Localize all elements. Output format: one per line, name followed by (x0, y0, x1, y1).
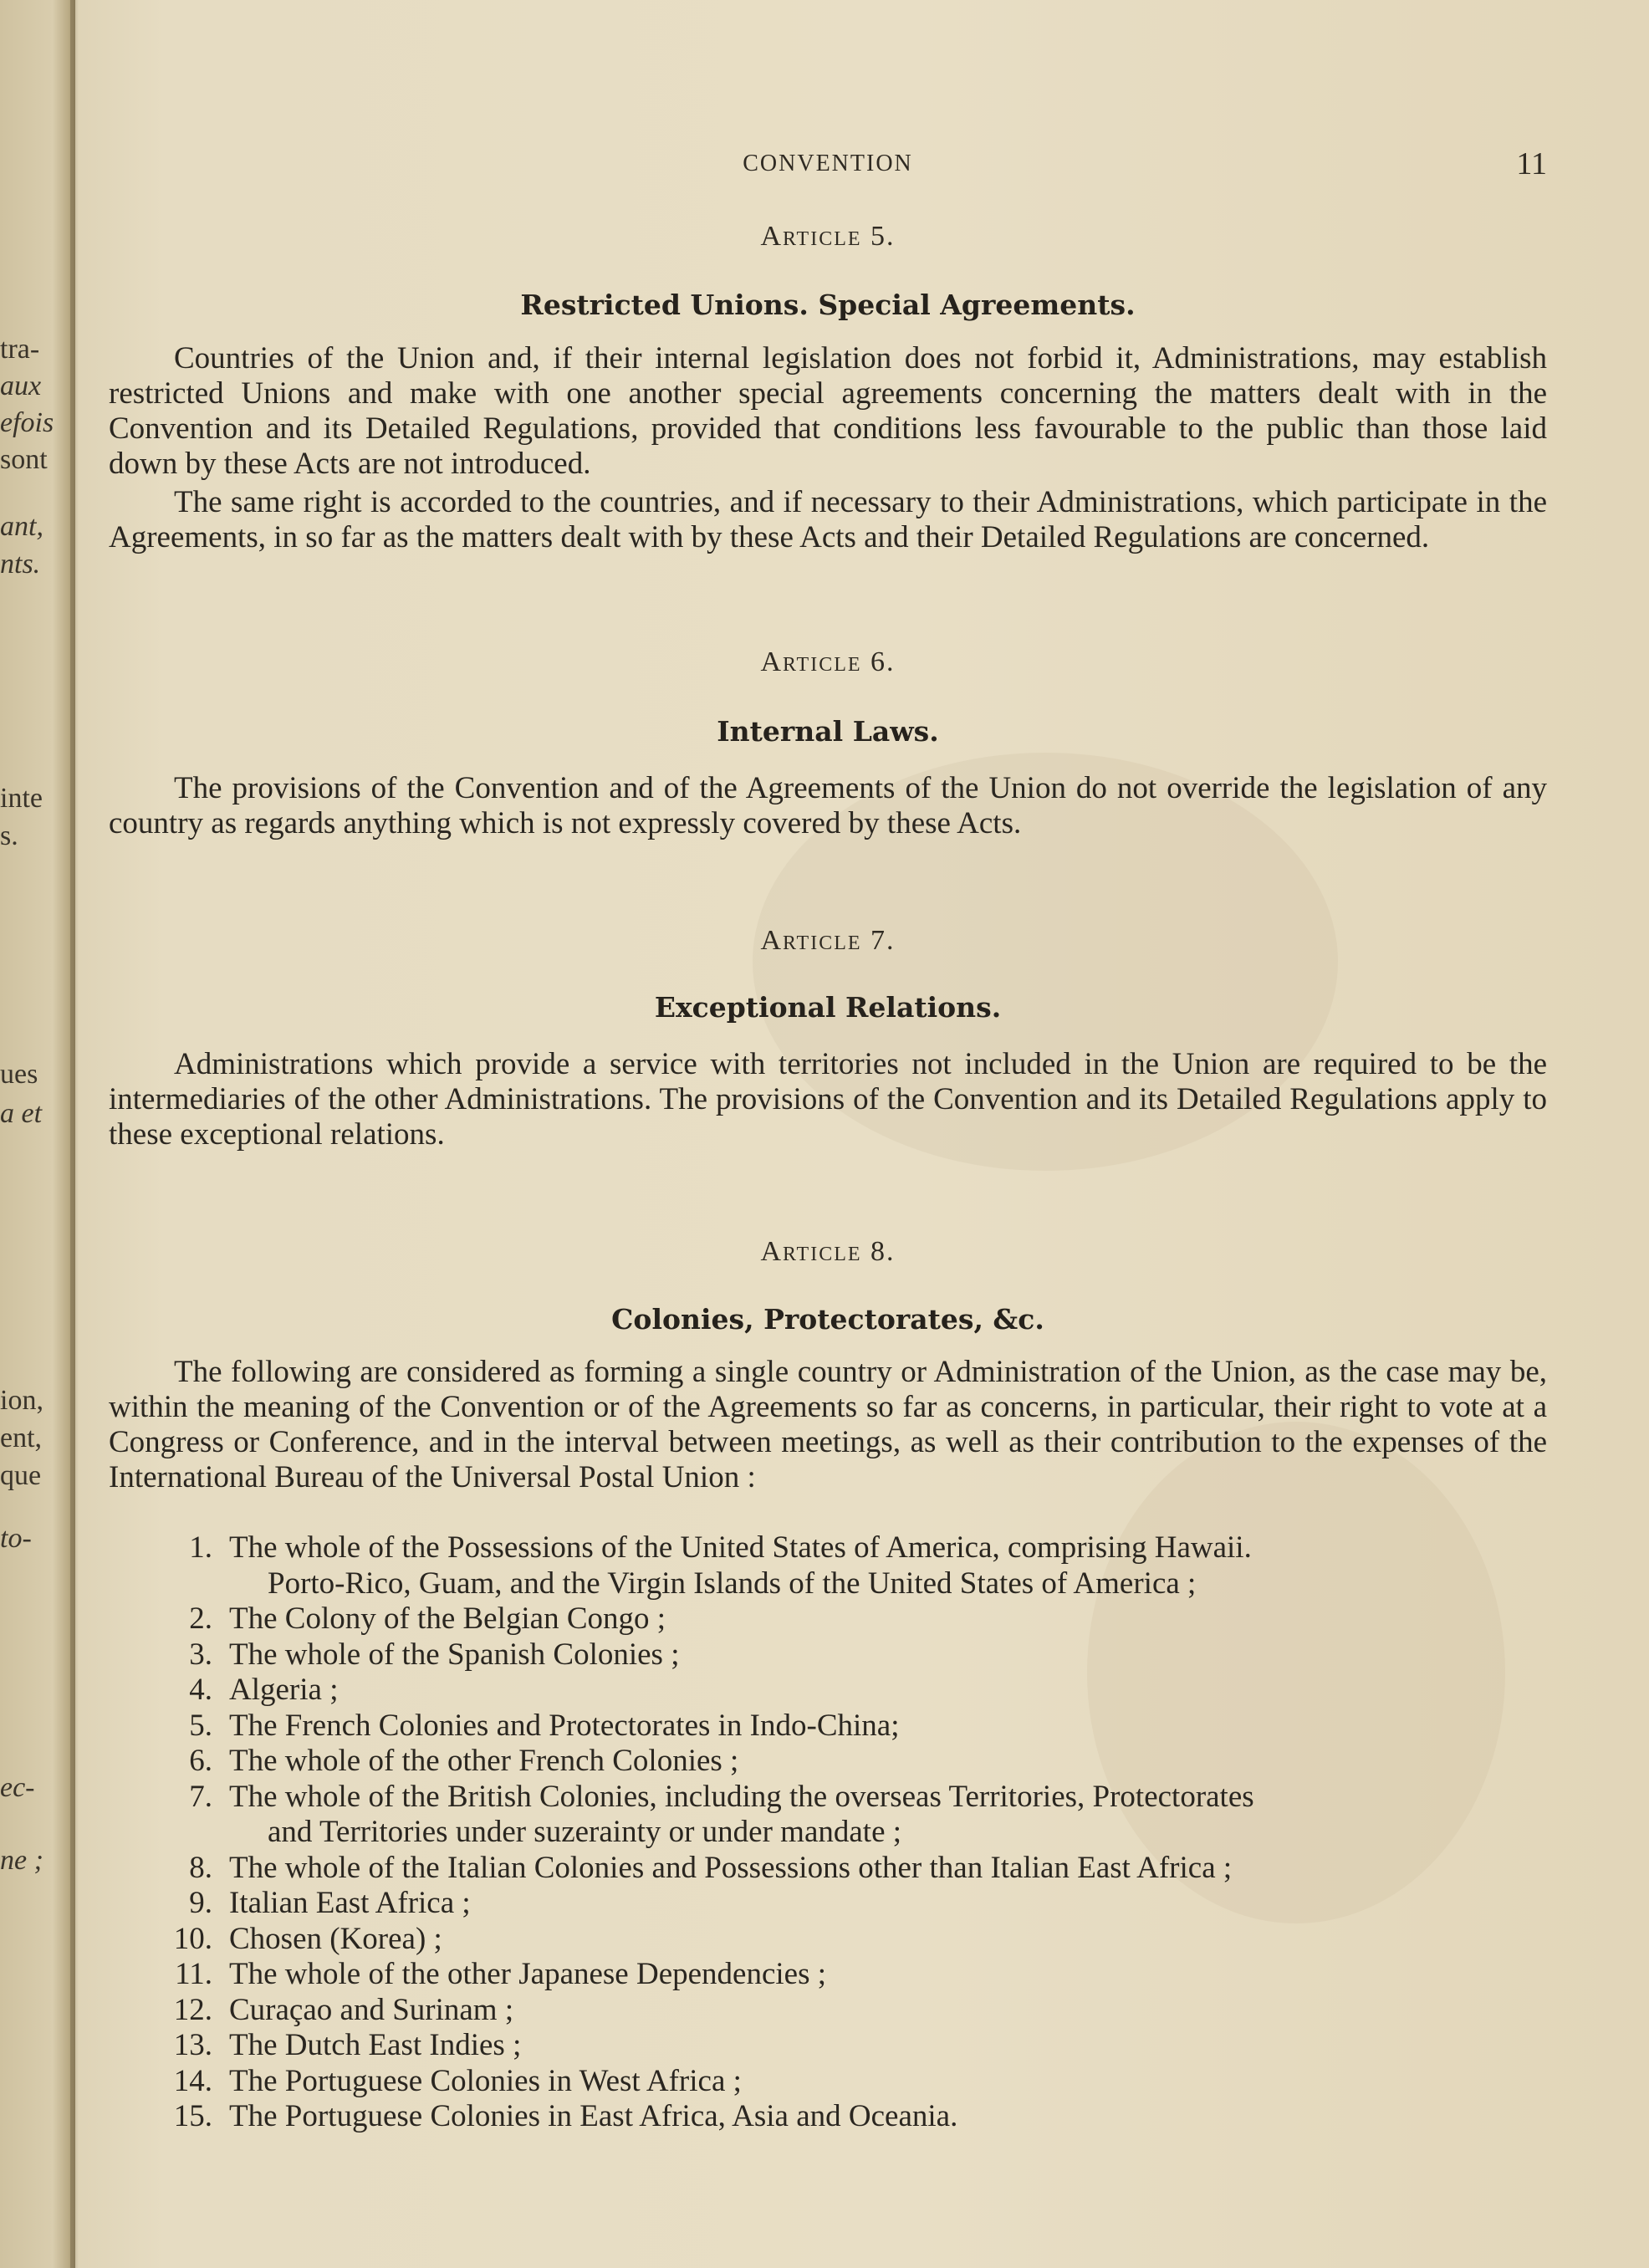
margin-fragment: to- (0, 1523, 32, 1554)
margin-fragment: sont (0, 444, 48, 475)
margin-fragment: ant, (0, 511, 43, 542)
list-item (109, 1637, 1547, 1673)
list-item-continuation: Porto-Rico, Guam, and the Virgin Islands of the United States of America ; (268, 1566, 1197, 1601)
list-item-number: 9. (189, 1886, 212, 1920)
list-item-number: 8. (189, 1850, 212, 1885)
list-item (109, 1886, 1547, 1922)
list-item-number: 14. (173, 2063, 212, 2098)
article-8-heading: Article 8. (760, 1236, 896, 1267)
list-item-text: The Portuguese Colonies in East Africa, Asia and Oceania. (229, 2099, 958, 2133)
list-item-text: The French Colonies and Protectorates in Indo-China; (229, 1708, 900, 1743)
list-item (109, 1993, 1547, 2029)
list-item (109, 1922, 1547, 1958)
list-item-text: The Colony of the Belgian Congo ; (229, 1601, 666, 1636)
margin-fragment: que (0, 1460, 42, 1491)
territory-list (109, 1530, 1547, 2135)
article-6-title: Internal Laws. (717, 715, 939, 748)
article-5-heading: Article 5. (760, 221, 896, 252)
list-item-text: The whole of the Possessions of the United States of America, comprising Hawaii. (229, 1530, 1252, 1565)
article-6-heading: Article 6. (760, 646, 896, 677)
list-item-number: 4. (189, 1673, 212, 1707)
article-8-paragraph-1: The following are considered as forming a single country or Administration of the Union, as the case may be, within the meaning of the Convention or of the Agreements so far as concerns, in particular, their right to vote at a Congress or Conference, and in the interval between meetings, as well as their contribution to the expenses of the International Bureau of the Universal Postal Union : (109, 1355, 1547, 1494)
list-item (109, 1530, 1547, 1601)
list-item (109, 2028, 1547, 2064)
page-content (109, 0, 1547, 2268)
list-item (109, 1851, 1547, 1887)
list-item-number: 3. (189, 1637, 212, 1672)
article-7-title: Exceptional Relations. (654, 991, 1002, 1024)
list-item (109, 1709, 1547, 1744)
list-item-number: 2. (189, 1601, 212, 1636)
list-item-continuation: and Territories under suzerainty or under mandate ; (268, 1815, 902, 1849)
list-item-number: 15. (173, 2099, 212, 2133)
margin-fragment: aux (0, 370, 42, 401)
margin-fragment: efois (0, 407, 54, 438)
list-item-number: 10. (173, 1921, 212, 1956)
list-item (109, 1744, 1547, 1780)
margin-fragment: ues (0, 1059, 38, 1090)
list-item-text: The whole of the Spanish Colonies ; (229, 1637, 680, 1672)
article-8-title: Colonies, Protectorates, &c. (611, 1303, 1044, 1336)
article-7-heading: Article 7. (760, 925, 896, 956)
list-item-number: 1. (189, 1530, 212, 1565)
list-item-text: The whole of the British Colonies, including the overseas Territories, Protectorates (229, 1779, 1254, 1814)
list-item-number: 12. (173, 1992, 212, 2027)
list-item-number: 6. (189, 1744, 212, 1778)
list-item (109, 2099, 1547, 2135)
page-number: 11 (1516, 146, 1547, 181)
margin-fragment: ne ; (0, 1845, 43, 1876)
list-item (109, 2064, 1547, 2100)
list-item-text: Chosen (Korea) ; (229, 1921, 442, 1956)
article-5-paragraph-1: Countries of the Union and, if their internal legislation does not forbid it, Administrations, may establish restricted Unions and make with one another special agreements concerning the matters dealt with in the Convention and its Detailed Regulations, provided that conditions less favourable to the public than those laid down by these Acts are not introduced. (109, 341, 1547, 481)
list-item (109, 1601, 1547, 1637)
list-item (109, 1673, 1547, 1709)
facing-page-edge (0, 0, 75, 2268)
list-item-number: 11. (175, 1957, 212, 1991)
list-item (109, 1780, 1547, 1851)
list-item-number: 13. (173, 2028, 212, 2062)
margin-fragment: nts. (0, 549, 41, 580)
margin-fragment: ec- (0, 1772, 35, 1803)
list-item-text: Algeria ; (229, 1673, 339, 1707)
margin-fragment: a et (0, 1098, 43, 1129)
margin-fragment: inte (0, 783, 43, 814)
list-item-number: 7. (189, 1779, 212, 1814)
list-item-number: 5. (189, 1708, 212, 1743)
margin-fragment: s. (0, 820, 18, 851)
article-6-paragraph-1: The provisions of the Convention and of the Agreements of the Union do not override the legislation of any country as regards anything which is not expressly covered by these Acts. (109, 771, 1547, 840)
list-item-text: The whole of the other Japanese Dependencies ; (229, 1957, 827, 1991)
list-item-text: The Portuguese Colonies in West Africa ; (229, 2063, 742, 2098)
page-fold (70, 0, 79, 2268)
margin-fragment: tra- (0, 334, 40, 365)
list-item (109, 1957, 1547, 1993)
margin-fragment: ion, (0, 1385, 43, 1416)
margin-fragment: ent, (0, 1423, 43, 1453)
list-item-text: The Dutch East Indies ; (229, 2028, 522, 2062)
list-item-text: The whole of the other French Colonies ; (229, 1744, 739, 1778)
list-item-text: The whole of the Italian Colonies and Possessions other than Italian East Africa ; (229, 1850, 1233, 1885)
article-5-title: Restricted Unions. Special Agreements. (520, 289, 1136, 321)
list-item-text: Curaçao and Surinam ; (229, 1992, 514, 2027)
running-head (109, 144, 1547, 186)
article-7-paragraph-1: Administrations which provide a service with territories not included in the Union are required to be the intermediaries of the other Administrations. The provisions of the Convention and its Detailed Regulations apply to these exceptional relations. (109, 1047, 1547, 1152)
article-5-paragraph-2: The same right is accorded to the countries, and if necessary to their Administrations, which participate in the Agreements, in so far as the matters dealt with by these Acts and their Detailed Regulations are concerned. (109, 485, 1547, 554)
list-item-text: Italian East Africa ; (229, 1886, 471, 1920)
running-head-title: CONVENTION (743, 151, 913, 176)
